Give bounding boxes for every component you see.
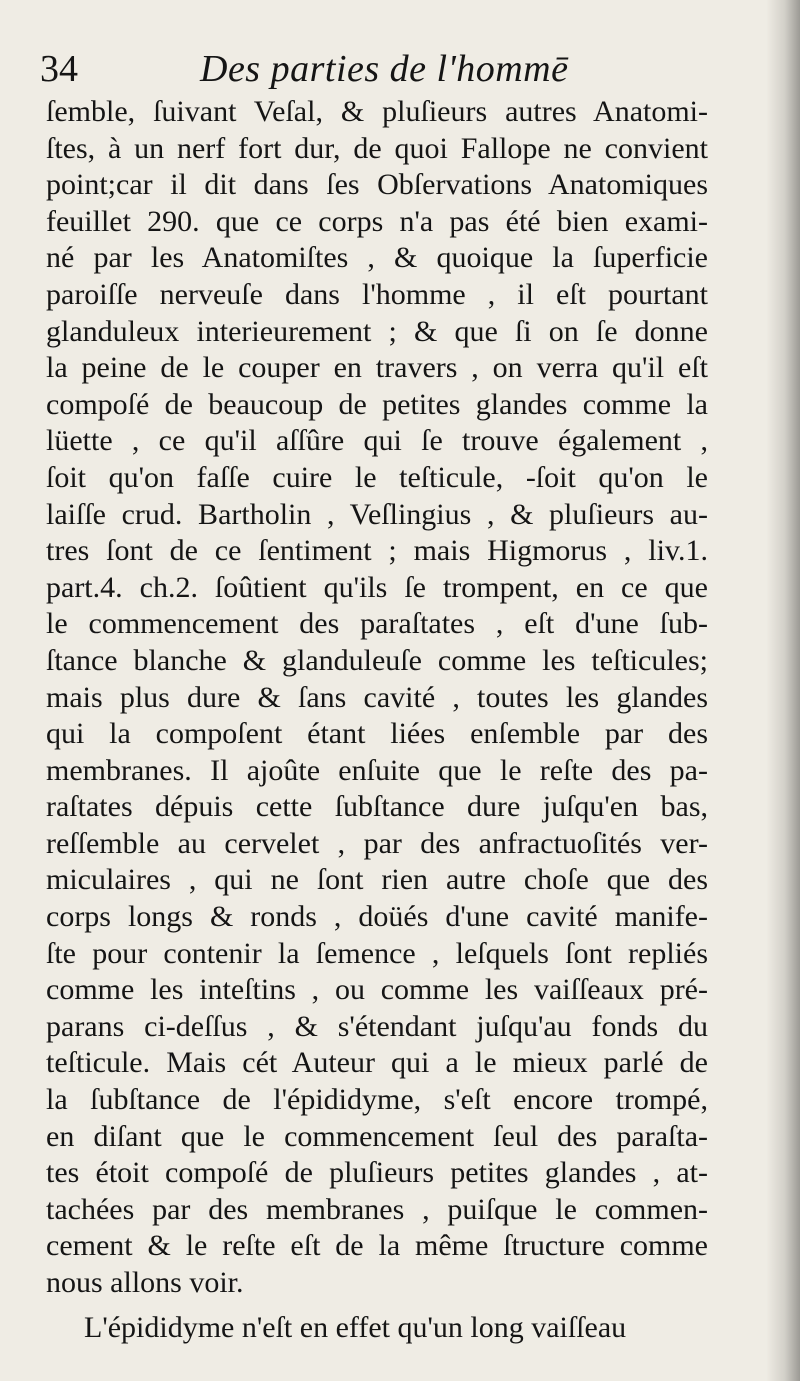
running-title: Des parties de l'hommē bbox=[200, 48, 569, 90]
text-line: comme les inteſtins , ou comme les vaiſſeaux pré- bbox=[46, 973, 708, 1007]
text-line: ſtance blanche & glanduleuſe comme les teſticules; bbox=[46, 643, 708, 677]
text-line: ſtes, à un nerf fort dur, de quoi Fallope ne convient bbox=[46, 131, 708, 165]
text-line: né par les Anatomiſtes , & quoique la ſuperficie bbox=[46, 241, 708, 275]
text-line: mais plus dure & ſans cavité , toutes les glandes bbox=[46, 680, 708, 714]
text-line: reſſemble au cervelet , par des anfractuoſités ver- bbox=[46, 826, 708, 860]
text-line: tachées par des membranes , puiſque le commen- bbox=[46, 1192, 708, 1226]
text-line: miculaires , qui ne ſont rien autre choſe que des bbox=[46, 863, 708, 897]
text-line: part.4. ch.2. ſoûtient qu'ils ſe trompent, en ce que bbox=[46, 570, 708, 604]
text-line: ſemble, ſuivant Veſal, & pluſieurs autres Anatomi- bbox=[46, 95, 708, 128]
text-line: paroiſſe nerveuſe dans l'homme , il eſt pourtant bbox=[46, 277, 708, 311]
text-line: le commencement des paraſtates , eſt d'une ſub- bbox=[46, 607, 708, 641]
text-line: en diſant que le commencement ſeul des paraſta- bbox=[46, 1119, 708, 1153]
body-text bbox=[46, 94, 708, 1346]
page-header bbox=[40, 44, 740, 94]
text-line: point;car il dit dans ſes Obſervations Anatomiques bbox=[46, 168, 708, 202]
text-line: la ſubſtance de l'épididyme, s'eſt encore trompé, bbox=[46, 1083, 708, 1117]
text-line: qui la compoſent étant liées enſemble par des bbox=[46, 717, 708, 751]
text-line: cement & le reſte eſt de la même ſtructure comme bbox=[46, 1229, 708, 1263]
text-line: L'épididyme n'eſt en effet qu'un long vaiſſeau bbox=[84, 1310, 627, 1344]
text-line: ſte pour contenir la ſemence , leſquels ſont repliés bbox=[46, 936, 708, 970]
text-line: laiſſe crud. Bartholin , Veſlingius , & pluſieurs au- bbox=[46, 497, 708, 531]
text-line: parans ci-deſſus , & s'étendant juſqu'au fonds du bbox=[46, 1009, 708, 1043]
text-line: tres ſont de ce ſentiment ; mais Higmorus , liv.1. bbox=[46, 534, 708, 568]
text-line: corps longs & ronds , doüés d'une cavité manife- bbox=[46, 900, 708, 934]
page-edge-shadow bbox=[766, 0, 800, 1381]
text-line: lüette , ce qu'il aſſûre qui ſe trouve également , bbox=[46, 424, 708, 458]
text-line: raſtates dépuis cette ſubſtance dure juſqu'en bas, bbox=[46, 790, 708, 824]
text-line: membranes. Il ajoûte enſuite que le reſte des pa- bbox=[46, 753, 708, 787]
page-number: 34 bbox=[40, 48, 78, 90]
text-line: glanduleux interieurement ; & que ſi on ſe donne bbox=[46, 314, 708, 348]
text-line: teſticule. Mais cét Auteur qui a le mieux parlé de bbox=[46, 1046, 708, 1080]
text-line: tes étoit compoſé de pluſieurs petites glandes , at- bbox=[46, 1156, 708, 1190]
text-line: ſoit qu'on faſſe cuire le teſticule, -ſoit qu'on le bbox=[46, 460, 708, 494]
text-line: nous allons voir. bbox=[46, 1266, 244, 1299]
paragraph-2 bbox=[46, 1310, 708, 1347]
text-line: compoſé de beaucoup de petites glandes comme la bbox=[46, 387, 708, 421]
paragraph-1 bbox=[46, 94, 708, 1302]
text-line: feuillet 290. que ce corps n'a pas été bien exami- bbox=[46, 204, 708, 238]
text-line: la peine de le couper en travers , on verra qu'il eſt bbox=[46, 351, 708, 385]
